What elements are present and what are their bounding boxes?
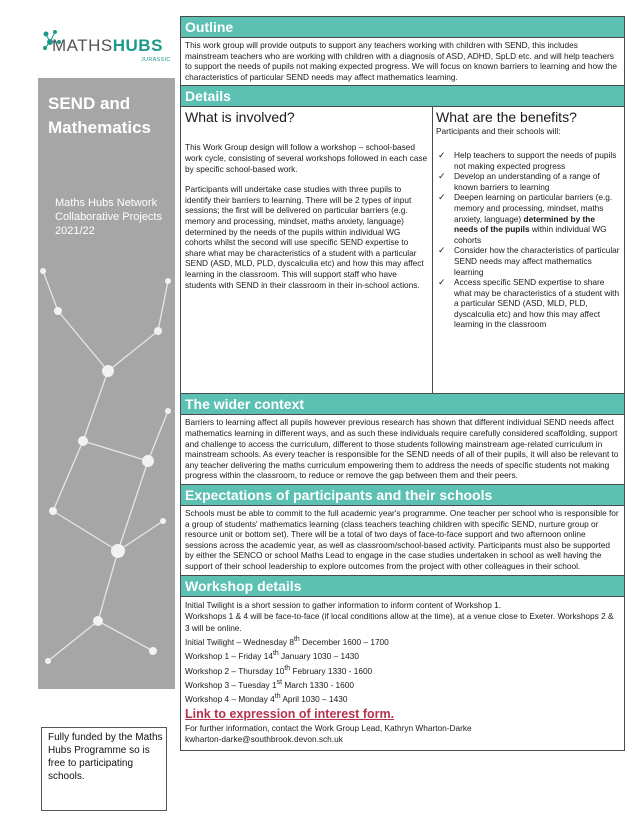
network-graphic xyxy=(38,261,175,689)
benefits-heading: What are the benefits? xyxy=(436,109,577,126)
contact-email[interactable]: kwharton-darke@southbrook.devon.sch.uk xyxy=(185,734,343,745)
sidebar-panel xyxy=(38,16,175,689)
wider-context-heading: The wider context xyxy=(181,394,624,415)
checkmark-icon: ✓ xyxy=(438,277,446,288)
workshop-format: Workshops 1 & 4 will be face-to-face (if local conditions allow at the time), at a venue close to Exeter. Workshops 2 & 3 will be online. xyxy=(185,611,614,633)
contact-line: For further information, contact the Work Group Lead, Kathryn Wharton-Darke xyxy=(185,722,472,733)
session-row: Workshop 2 – Thursday 10th February 1330 - 1600 xyxy=(185,664,373,676)
maths-hubs-logo xyxy=(38,16,175,78)
involved-column xyxy=(181,107,433,393)
logo-wordmark: MATHSHUBS xyxy=(52,36,163,55)
details-heading: Details xyxy=(181,86,624,107)
funding-note: Fully funded by the Maths Hubs Programme so is free to participating schools. xyxy=(48,732,163,782)
benefits-intro: Participants and their schools will: xyxy=(436,126,561,137)
checkmark-icon: ✓ xyxy=(438,149,446,160)
main-content xyxy=(180,16,625,751)
logo-subtitle: JURASSIC xyxy=(141,57,171,63)
wider-context-text: Barriers to learning affect all pupils however previous research has shown that different individual SEND needs affect mathematics learning in different ways, and as such these individuals require carefully considered scaffolding, support and challenge to access the curriculum, different to those students following mainstream age-related curriculum in mainstream schools. As every teacher is responsible for the SEND needs of all of their pupils, it will also be relevant to any teacher delivering the maths curriculum empowering them to address the needs of specific students not making progress within the classroom, to reduce or remove the gap between them and their peers. xyxy=(181,415,624,485)
checkmark-icon: ✓ xyxy=(438,245,446,256)
involved-heading: What is involved? xyxy=(185,109,295,126)
session-row: Workshop 4 – Monday 4th April 1030 – 1430 xyxy=(185,693,348,704)
outline-text: This work group will provide outputs to support any teachers working with children with SEND, this includes mainstream teachers who are working with children with a diagnosis of ASD, ADHD, SpLD etc. and will help teachers to support the needs of pupils not making expected progress. We will focus on known barriers to learning and how the characteristics of particular SEND needs may affect mathematics learning. xyxy=(181,38,624,86)
list-item: ✓ Consider how the characteristics of particular SEND needs may affect mathematics learning xyxy=(438,245,620,277)
session-row: Workshop 3 – Tuesday 1st March 1330 - 1600 xyxy=(185,678,354,690)
session-row: Initial Twilight – Wednesday 8th December 1600 – 1700 xyxy=(185,636,389,647)
involved-paragraph-2: Participants will undertake case studies with three pupils to identify their barriers to learning. There will be 2 types of input sessions; the first will be delivered on particular barriers (e.g. memory and processing, mindset, maths anxiety, language) determined by the needs of the pupils within individual WG cohorts whilst the second will use specific SEND expertise to share what may be characteristics of a student with a particular SEND (ASD, MLD, PLD, dyscalculia etc) and how this may affect learning in the classroom. This will support staff who have students with SEND in their classroom in their in-school actions. xyxy=(185,184,424,290)
expectations-text: Schools must be able to commit to the full academic year's programme. One teacher per school who is responsible for a group of students' mathematics learning (class teachers teaching children with specific SEND, nurture group or resource unit or bottom set). There will be a total of two days of face-to-face support and two afternoon online sessions across the academic year, as well as classroom/school-based activity. Participants must also be supported by either the SENCO or school Maths Lead to engage in the case studies undertaken in school as well having the support of their school leadership to explore outcomes from the project with other colleagues in their school. xyxy=(181,506,624,576)
workshop-details xyxy=(181,597,624,750)
workshop-intro: Initial Twilight is a short session to gather information to inform content of Workshop 1. xyxy=(185,599,502,610)
checkmark-icon: ✓ xyxy=(438,192,446,203)
benefits-column xyxy=(433,107,624,393)
document-title: SEND and Mathematics xyxy=(48,94,151,137)
list-item: ✓ Access specific SEND expertise to share what may be characteristics of a student with a particular SEND (ASD, MLD, PLD, dyscalculia etc) and how this may affect learning in the classroom xyxy=(438,277,620,330)
list-item: ✓ Help teachers to support the needs of pupils not making expected progress xyxy=(438,149,617,171)
benefits-list xyxy=(436,150,621,330)
session-row: Workshop 1 – Friday 14th January 1030 – 1430 xyxy=(185,650,359,662)
expression-of-interest-link[interactable]: Link to expression of interest form. xyxy=(185,707,395,722)
funding-note-box xyxy=(41,727,167,811)
list-item: ✓ Develop an understanding of a range of known barriers to learning xyxy=(438,171,600,192)
involved-paragraph-1: This Work Group design will follow a workshop – school-based work cycle, consisting of several workshops followed in each case by specific school-based work. xyxy=(185,142,428,174)
list-item: ✓ Deepen learning on particular barriers (e.g. memory and processing, mindset, maths anxiety, language) determined by the needs of the pupils within individual WG cohorts xyxy=(438,192,613,245)
outline-heading: Outline xyxy=(181,17,624,38)
details-columns xyxy=(181,107,624,394)
project-subtitle: Maths Hubs Network Collaborative Projects 2021/22 xyxy=(55,197,162,237)
workshop-heading: Workshop details xyxy=(181,576,624,597)
expectations-heading: Expectations of participants and their schools xyxy=(181,485,624,506)
checkmark-icon: ✓ xyxy=(438,171,446,182)
